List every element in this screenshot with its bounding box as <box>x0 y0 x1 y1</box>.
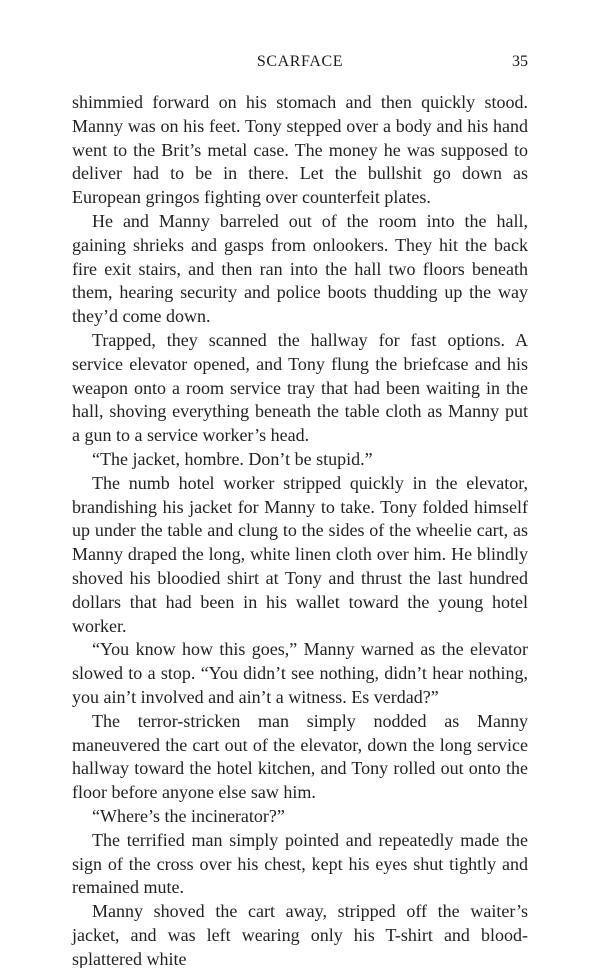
paragraph-8: “Where’s the incinerator?” <box>92 805 285 826</box>
paragraph-4: “The jacket, hombre. Don’t be stupid.” <box>92 448 373 469</box>
paragraph-10: Manny shoved the cart away, stripped off the waiter’s jacket, and was left wearing only his T-shirt and blood-splattered white <box>72 901 528 968</box>
paragraph-3: Trapped, they scanned the hallway for fast options. A service elevator opened, and Tony flung the briefcase and his weapon onto a room service tray that had been waiting in the hall, shoving everything beneath the table cloth as Manny put a gun to a service worker’s head. <box>72 329 528 446</box>
page-number: 35 <box>512 53 528 70</box>
paragraph-7: The terror-stricken man simply nodded as Manny maneuvered the cart out of the elevator, down the long service hallway toward the hotel kitchen, and Tony rolled out onto the floor before anyone else saw him. <box>72 710 528 803</box>
body-text <box>72 91 528 968</box>
paragraph-6: “You know how this goes,” Manny warned as the elevator slowed to a stop. “You didn’t see nothing, didn’t hear nothing, you ain’t involved and ain’t a witness. Es verdad?” <box>72 639 528 707</box>
paragraph-2: He and Manny barreled out of the room into the hall, gaining shrieks and gasps from onlookers. They hit the back fire exit stairs, and then ran into the hall two floors beneath them, hearing security and police boots thudding up the way they’d come down. <box>72 210 528 327</box>
running-head <box>72 52 528 72</box>
paragraph-1: shimmied forward on his stomach and then quickly stood. Manny was on his feet. Tony stepped over a body and his hand went to the Brit’s metal case. The money he was supposed to deliver had to be in there. Let the bullshit go down as European gringos fighting over counterfeit plates. <box>72 92 528 208</box>
paragraph-9: The terrified man simply pointed and repeatedly made the sign of the cross over his chest, kept his eyes shut tightly and remained mute. <box>72 829 528 898</box>
paragraph-5: The numb hotel worker stripped quickly in the elevator, brandishing his jacket for Manny to take. Tony folded himself up under the table and clung to the sides of the wheelie cart, as Manny draped the long, white linen cloth over him. He blindly shoved his bloodied shirt at Tony and thrust the last hundred dollars that had been in his wallet toward the young hotel worker. <box>72 472 528 636</box>
running-head-title: SCARFACE <box>256 53 344 70</box>
